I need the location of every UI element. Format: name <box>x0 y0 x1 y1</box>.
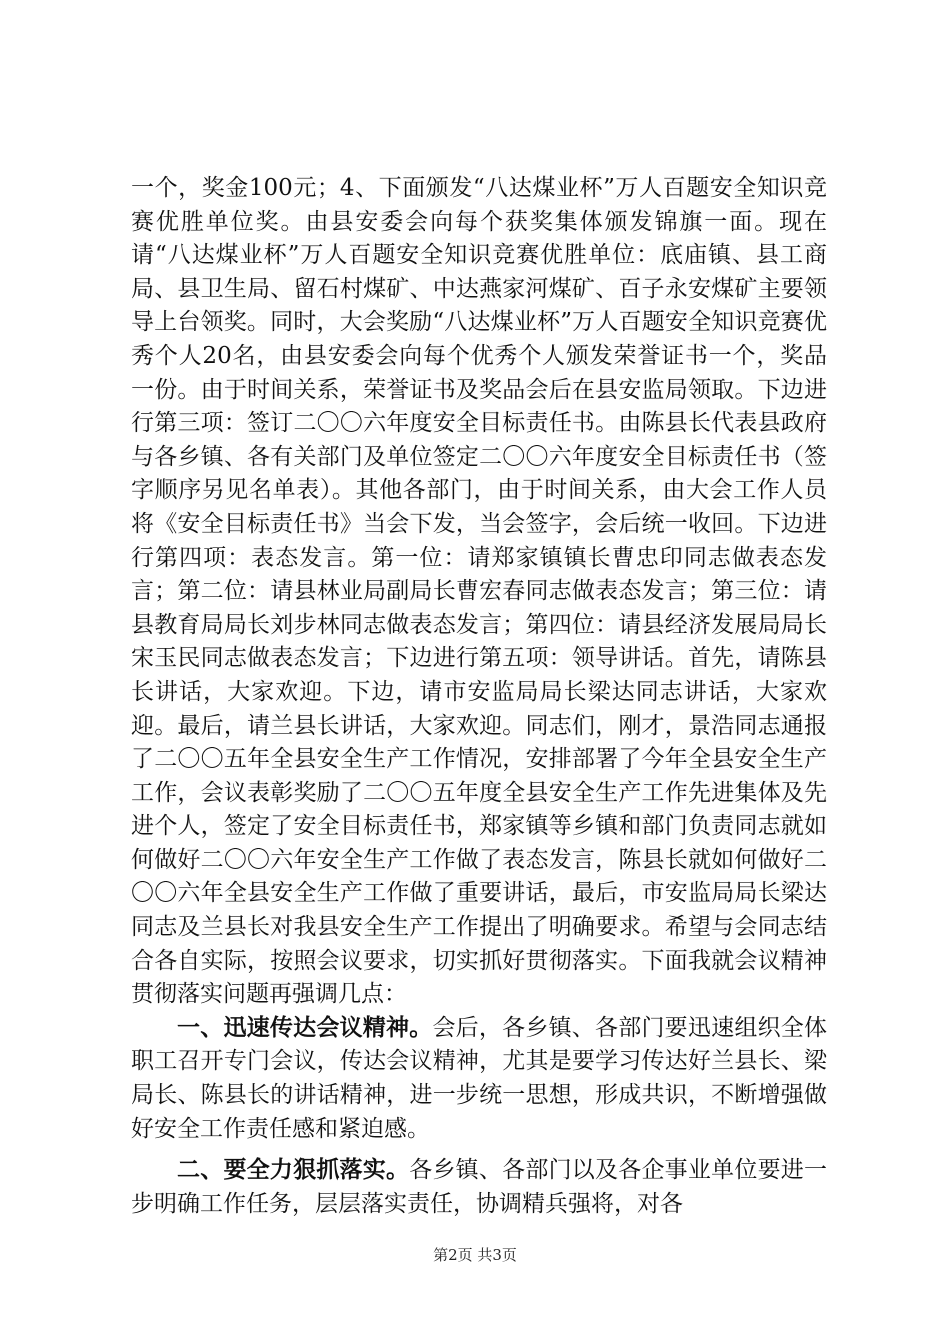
document-body <box>131 172 827 1221</box>
section-heading-1: 一、迅速传达会议精神。 <box>177 1014 433 1041</box>
paragraph-1-text: 一个，奖金100元；4、下面颁发“八达煤业杯”万人百题安全知识竞赛优胜单位奖。由县安委会向每个获奖集体颁发锦旗一面。现在请“八达煤业杯”万人百题安全知识竞赛优胜单位：底庙镇、县工商局、县卫生局、留石村煤矿、中达燕家河煤矿、百子永安煤矿主要领导上台领奖。同时，大会奖励“八达煤业杯”万人百题安全知识竞赛优秀个人20名，由县安委会向每个优秀个人颁发荣誉证书一个，奖品一份。由于时间关系，荣誉证书及奖品会后在县安监局领取。下边进行第三项：签订二〇〇六年度安全目标责任书。由陈县长代表县政府与各乡镇、各有关部门及单位签定二〇〇六年度安全目标责任书（签字顺序另见名单表）。其他各部门，由于时间关系，由大会工作人员将《安全目标责任书》当会下发，当会签字，会后统一收回。下边进行第四项：表态发言。第一位：请郑家镇镇长曹忠印同志做表态发言；第二位：请县林业局副局长曹宏春同志做表态发言；第三位：请县教育局局长刘步林同志做表态发言；第四位：请县经济发展局局长宋玉民同志做表态发言；下边进行第五项：领导讲话。首先，请陈县长讲话，大家欢迎。下边，请市安监局局长梁达同志讲话，大家欢迎。最后，请兰县长讲话，大家欢迎。同志们，刚才，景浩同志通报了二〇〇五年全县安全生产工作情况，安排部署了今年全县安全生产工作，会议表彰奖励了二〇〇五年度全县安全生产工作先进集体及先进个人，签定了安全目标责任书，郑家镇等乡镇和部门负责同志就如何做好二〇〇六年安全生产工作做了表态发言，陈县长就如何做好二〇〇六年全县安全生产工作做了重要讲话，最后，市安监局局长梁达同志及兰县长对我县安全生产工作提出了明确要求。希望与会同志结合各自实际，按照会议要求，切实抓好贯彻落实。下面我就会议精神贯彻落实问题再强调几点： <box>131 175 827 1008</box>
paragraph-2-text: 会后，各乡镇、各部门要迅速组织全体职工召开专门会议，传达会议精神，尤其是要学习传达好兰县长、梁局长、陈县长的讲话精神，进一步统一思想，形成共识，不断增强做好安全工作责任感和紧迫感。 <box>131 1014 828 1142</box>
paragraph-3-text: 各乡镇、各部门以及各企事业单位要进一步明确工作任务，层层落实责任，协调精兵强将，对各 <box>131 1157 828 1217</box>
section-heading-2: 二、要全力狠抓落实。 <box>177 1157 410 1184</box>
paragraph-1 <box>131 172 827 1012</box>
paragraph-2 <box>131 1012 827 1146</box>
page-number-label: 第2页 共3页 <box>433 1246 517 1264</box>
paragraph-3 <box>131 1154 827 1221</box>
page-footer <box>0 1244 950 1265</box>
